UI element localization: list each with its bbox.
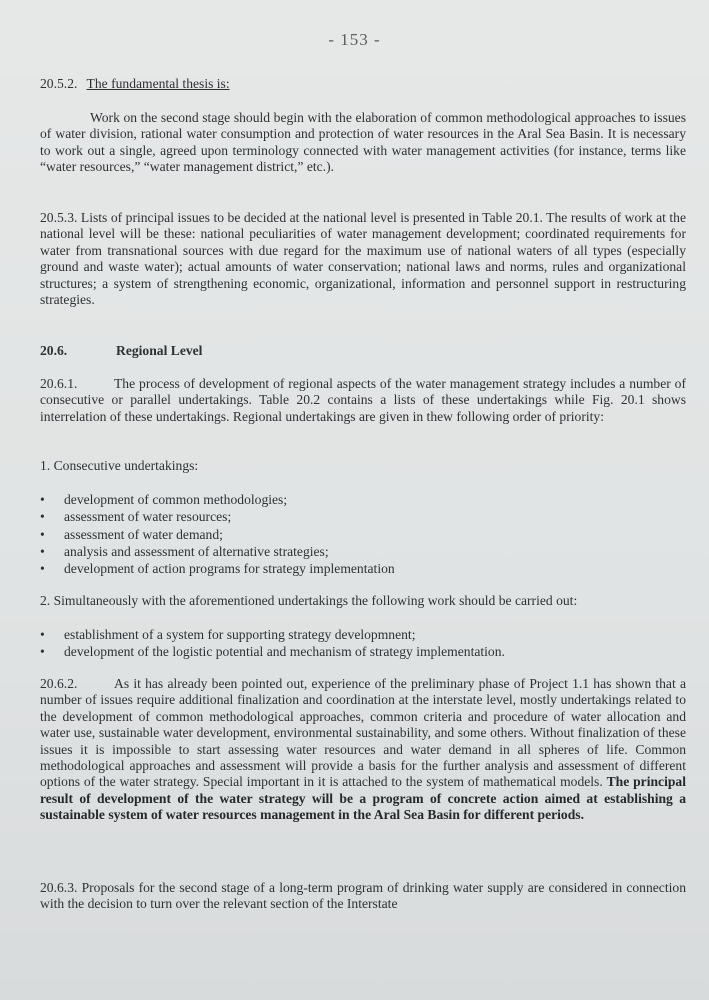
section-20-5-2 (40, 76, 686, 92)
list-item: • development of action programs for strategy implementation (40, 560, 395, 577)
list-title-simultaneous: 2. Simultaneously with the aforementioned undertakings the following work should be carried out: (40, 593, 578, 608)
paragraph-20-6-3 (40, 880, 686, 913)
section-number: 20.6. (40, 343, 68, 358)
section-number: 20.5.2. (40, 76, 78, 91)
section-heading-regional-level (40, 343, 202, 359)
paragraph-bold-text: The principal result of development of the water strategy will be a program of concrete action aimed at establishing a sustainable system of water resources management in the Aral Sea Basin for different periods. (40, 774, 686, 823)
list-title-consecutive: 1. Consecutive undertakings: (40, 458, 199, 473)
list-item: • assessment of water demand; (40, 526, 395, 543)
list-item: • establishment of a system for supporting strategy developmnent; (40, 626, 505, 643)
paragraph-20-5-3 (40, 210, 686, 308)
list-item: • development of the logistic potential and mechanism of strategy implementation. (40, 643, 505, 660)
paragraph-text: Work on the second stage should begin with the elaboration of common methodological approaches to issues of water division, rational water consumption and protection of water resources in the Aral Sea Basin. It is necessary to work out a single, agreed upon terminology connected with water management activities (for instance, terms like “water resources,” “water management district,” etc.). (40, 110, 686, 175)
section-number: 20.6.1. (40, 376, 78, 391)
paragraph-text: As it has already been pointed out, experience of the preliminary phase of Project 1.1 has shown that a number of issues require additional finalization and coordination at the interstate level, mostly undertakings related to the development of common methodological approaches, common criteria and procedure of water allocation and water use, sustainable water development, environmental sustainability, and some others. Without finalization of these issues it is impossible to start assessing water resources and water demand in all spheres of life. Common methodological approaches and assessment will provide a basis for the further analysis and assessment of different options of the water strategy. Special important in it is attached to the system of mathematical models. (40, 676, 686, 790)
section-title: The fundamental thesis is: (86, 76, 230, 91)
paragraph-fundamental-thesis (40, 110, 686, 176)
simultaneous-undertakings-list (40, 626, 505, 661)
paragraph-20-6-2 (40, 676, 686, 824)
paragraph-text: 20.5.3. Lists of principal issues to be decided at the national level is presented in Table 20.1. The results of work at the national level will be these: national peculiarities of water management development; coordinated requirements for water from transnational sources with due regard for the maximum use of national waters of all types (especially ground and waste water); actual amounts of water conservation; national laws and norms, rules and organizational structures; a system of strengthening economic, organizational, information and personnel support in restructuring strategies. (40, 210, 686, 308)
paragraph-text: 20.6.3. Proposals for the second stage of a long-term program of drinking water supply are considered in connection with the decision to turn over the relevant section of the Interstate (40, 880, 686, 912)
consecutive-undertakings-list (40, 491, 395, 577)
section-number: 20.6.2. (40, 676, 78, 691)
list-item: • assessment of water resources; (40, 508, 395, 525)
paragraph-text: The process of development of regional aspects of the water management strategy includes a number of consecutive or parallel undertakings. Table 20.2 contains a lists of these undertakings while Fig. 20.1 shows interrelation of these undertakings. Regional undertakings are given in thew following order of priority: (40, 376, 686, 424)
paragraph-20-6-1 (40, 376, 686, 425)
list-item: • development of common methodologies; (40, 491, 395, 508)
list-item: • analysis and assessment of alternative strategies; (40, 543, 395, 560)
page-number: - 153 - (328, 30, 381, 49)
section-title: Regional Level (116, 343, 203, 358)
